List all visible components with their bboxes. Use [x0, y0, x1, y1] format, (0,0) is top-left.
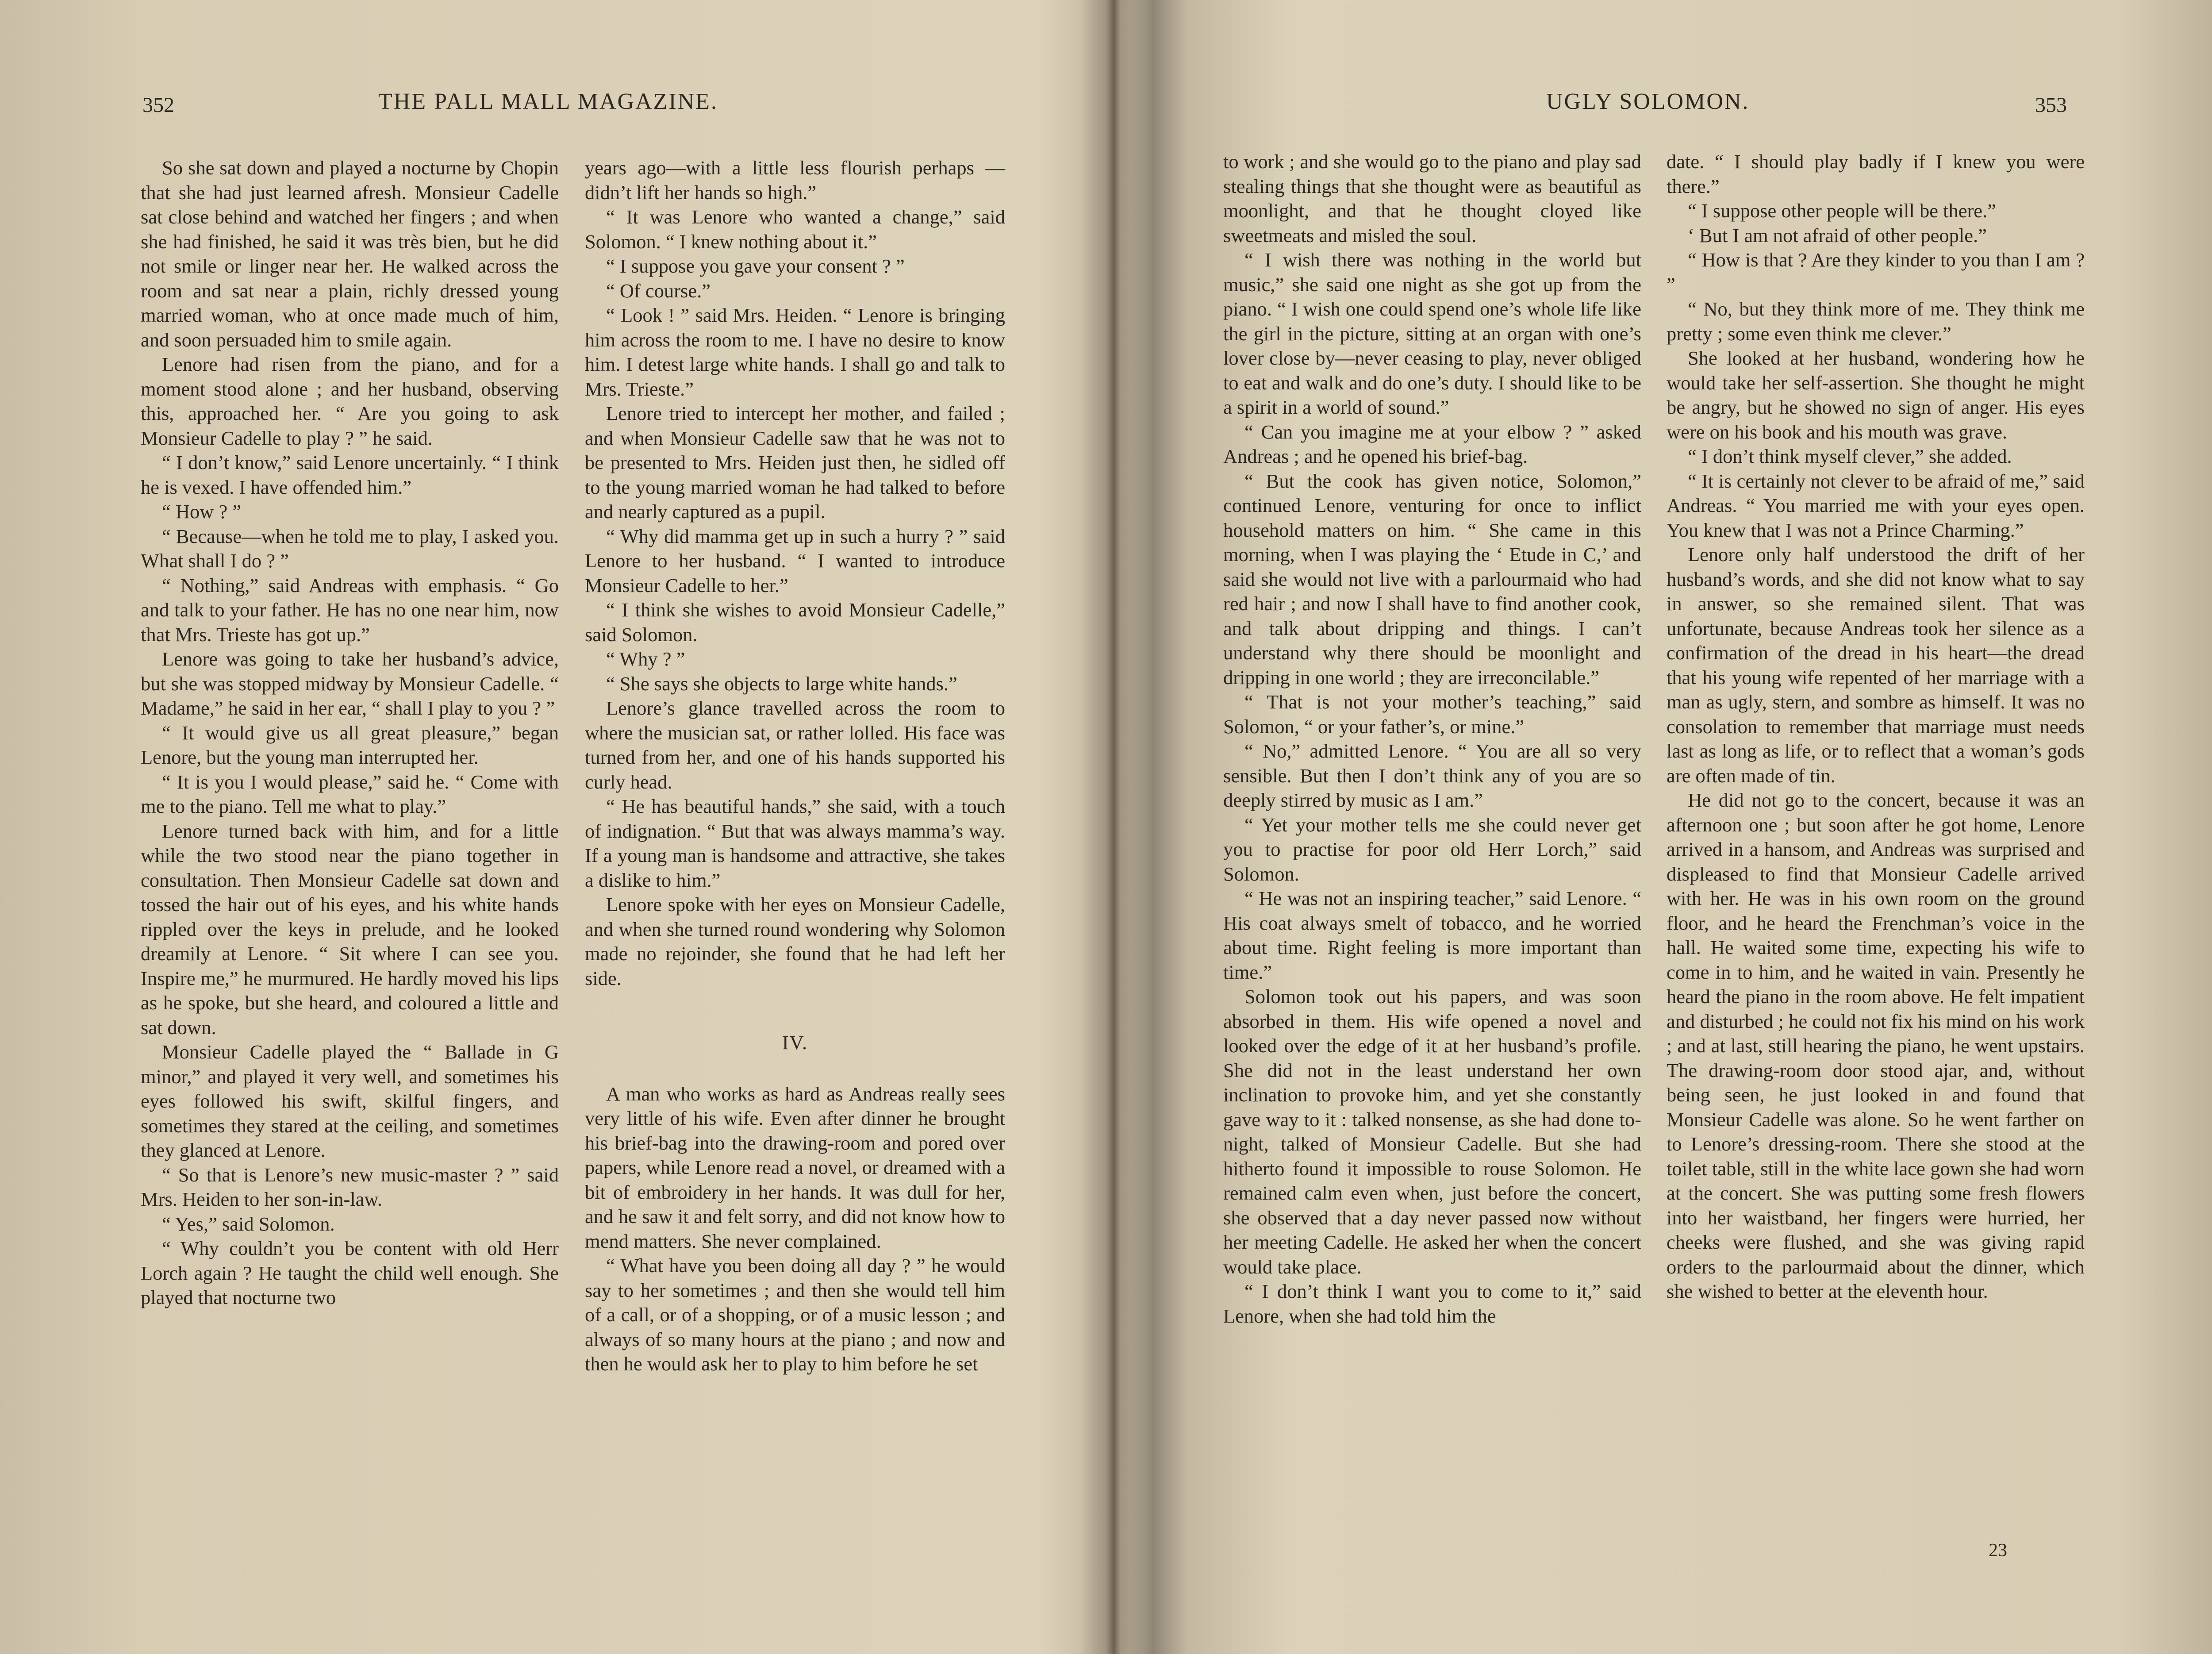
- paragraph: “ How is that ? Are they kinder to you than I am ? ”: [1667, 249, 2085, 296]
- paragraph: Lenore was going to take her husband’s advice, but she was stopped midway by Monsieur Cadelle. “ Madame,” he said in her ear, “ shall I play to you ? ”: [141, 648, 559, 719]
- paragraph: “ So that is Lenore’s new music-master ? ” said Mrs. Heiden to her son-in-law.: [141, 1163, 559, 1210]
- paragraph: date. “ I should play badly if I knew you were there.”: [1667, 150, 2085, 197]
- section-heading: IV.: [782, 1031, 808, 1054]
- paragraph: “ No,” admitted Lenore. “ You are all so very sensible. But then I don’t think any of you are so deeply stirred by music as I am.”: [1223, 740, 1641, 811]
- paragraph: “ How ? ”: [162, 500, 242, 523]
- paragraph: “ She says she objects to large white hands.”: [606, 672, 957, 695]
- paragraph: Lenore had risen from the piano, and for a moment stood alone ; and her husband, observing this, approached her. “ Are you going to ask Monsieur Cadelle to play ? ” he said.: [141, 353, 559, 449]
- paragraph: So she sat down and played a nocturne by Chopin that she had just learned afresh. Monsieur Cadelle sat close behind and watched her fingers ; and when she had finished, he said it was très bien, but he did not smile or linger near her. He walked across the room and sat near a plain, richly dressed young married woman, who at once made much of him, and soon persuaded him to smile again.: [141, 157, 559, 351]
- running-head-left: THE PALL MALL MAGAZINE.: [378, 89, 718, 114]
- paragraph: Solomon took out his papers, and was soon absorbed in them. His wife opened a novel and looked over the edge of it at her husband’s profile. She did not in the least understand her own inclination to provoke him, and yet she constantly gave way to it : talked nonsense, as she had done to-night, talked of Monsieur Cadelle. But she had hitherto found it impossible to rouse Solomon. He remained calm even when, just before the concert, she observed that a day never passed now without her meeting Cadelle. He asked her when the concert would take place.: [1223, 985, 1641, 1278]
- paragraph: “ Because—when he told me to play, I asked you. What shall I do ? ”: [141, 525, 559, 572]
- right-column-1: [1223, 150, 1641, 1328]
- paragraph: “ I think she wishes to avoid Monsieur Cadelle,” said Solomon.: [585, 599, 1005, 646]
- paragraph: “ What have you been doing all day ? ” he would say to her sometimes ; and then she would tell him of a call, or of a shopping, or of a music lesson ; and always of so many hours at the piano ; and now and then he would ask her to play to him before he set: [585, 1254, 1005, 1375]
- paragraph: “ Look ! ” said Mrs. Heiden. “ Lenore is bringing him across the room to me. I have no desire to know him. I detest large white hands. I shall go and talk to Mrs. Trieste.”: [585, 304, 1005, 400]
- paragraph: “ I don’t think I want you to come to it,” said Lenore, when she had told him the: [1223, 1280, 1641, 1327]
- paragraph: “ No, but they think more of me. They think me pretty ; some even think me clever.”: [1667, 298, 2085, 345]
- paragraph: “ It was Lenore who wanted a change,” said Solomon. “ I knew nothing about it.”: [585, 206, 1005, 253]
- paragraph: “ It would give us all great pleasure,” began Lenore, but the young man interrupted her.: [141, 721, 559, 768]
- paragraph: “ Why couldn’t you be content with old Herr Lorch again ? He taught the child well enough. She played that nocturne two: [141, 1237, 559, 1308]
- paragraph: “ I suppose you gave your consent ? ”: [606, 255, 905, 277]
- paragraph: Lenore tried to intercept her mother, and failed ; and when Monsieur Cadelle saw that he was not to be presented to Mrs. Heiden just then, he sidled off to the young married woman he had talked to before and nearly captured as a pupil.: [585, 402, 1005, 523]
- paragraph: Lenore turned back with him, and for a little while the two stood near the piano together in consultation. Then Monsieur Cadelle sat down and tossed the hair out of his eyes, and his white hands rippled over the keys in prelude, and he looked dreamily at Lenore. “ Sit where I can see you. Inspire me,” he murmured. He hardly moved his lips as he spoke, but she heard, and coloured a little and sat down.: [141, 819, 559, 1039]
- paragraph: “ I don’t know,” said Lenore uncertainly. “ I think he is vexed. I have offended him.”: [141, 451, 559, 498]
- running-head-right: UGLY SOLOMON.: [1546, 89, 1750, 114]
- paragraph: “ It is certainly not clever to be afraid of me,” said Andreas. “ You married me with your eyes open. You knew that I was not a Prince Charming.”: [1667, 469, 2085, 541]
- paragraph: “ Yes,” said Solomon.: [162, 1212, 335, 1235]
- paragraph: “ Can you imagine me at your elbow ? ” asked Andreas ; and he opened his brief-bag.: [1223, 420, 1641, 467]
- paragraph: She looked at her husband, wondering how he would take her self-assertion. She thought he might be angry, but he showed no sign of anger. His eyes were on his book and his mouth was grave.: [1667, 347, 2085, 443]
- page-number-left: 352: [142, 93, 174, 117]
- paragraph: Lenore only half understood the drift of her husband’s words, and she did not know what to say in answer, so she remained silent. That was unfortunate, because Andreas took her silence as a confirmation of the dread in his heart—the dread that his young wife repented of her marriage with a man as ugly, stern, and sombre as himself. It was no consolation to remember that marriage must needs last as long as life, or to reflect that a woman’s gods are often made of tin.: [1667, 543, 2085, 787]
- paragraph: “ Of course.”: [606, 279, 710, 302]
- paragraph: A man who works as hard as Andreas really sees very little of his wife. Even after dinner he brought his brief-bag into the drawing-room and pored over papers, while Lenore read a novel, or dreamed with a bit of embroidery in her hands. It was dull for her, and he saw it and felt sorry, and did not know how to mend matters. She never complained.: [585, 1082, 1005, 1252]
- paragraph: “ He was not an inspiring teacher,” said Lenore. “ His coat always smelt of tobacco, and he worried about time. Right feeling is more important than time.”: [1223, 887, 1641, 983]
- right-page: [1121, 0, 2212, 1654]
- paragraph: ‘ But I am not afraid of other people.”: [1688, 224, 1987, 246]
- paragraph: “ Why did mamma get up in such a hurry ? ” said Lenore to her husband. “ I wanted to introduce Monsieur Cadelle to her.”: [585, 525, 1005, 596]
- paragraph: Lenore spoke with her eyes on Monsieur Cadelle, and when she turned round wondering why Solomon made no rejoinder, she found that he had left her side.: [585, 893, 1005, 989]
- paragraph: “ I don’t think myself clever,” she added.: [1688, 445, 2012, 467]
- left-page: [0, 0, 1102, 1654]
- paragraph: “ That is not your mother’s teaching,” said Solomon, “ or your father’s, or mine.”: [1223, 691, 1641, 738]
- right-column-2: [1667, 150, 2085, 1304]
- paragraph: “ I suppose other people will be there.”: [1688, 200, 1996, 222]
- paragraph: “ It is you I would please,” said he. “ Come with me to the piano. Tell me what to play.”: [141, 770, 559, 817]
- paragraph: He did not go to the concert, because it was an afternoon one ; but soon after he got home, Lenore arrived in a hansom, and Andreas was surprised and displeased to find that Monsieur Cadelle arrived with her. He was in his own room on the ground floor, and he heard the Frenchman’s voice in the hall. He waited some time, expecting his wife to come in to him, and he waited in vain. Presently he heard the piano in the room above. He felt impatient and disturbed ; he could not fix his mind on his work ; and at last, still hearing the piano, he went upstairs. The drawing-room door stood ajar, and, without being seen, he just looked in and found that Monsieur Cadelle was alone. So he went farther on to Lenore’s dressing-room. There she stood at the toilet table, still in the white lace gown she had worn at the concert. She was putting some fresh flowers into her waistband, her fingers were hurried, her cheeks were flushed, and she was giving rapid orders to the parlourmaid about the dinner, which she wished to better at the eleventh hour.: [1667, 789, 2085, 1302]
- page-number-right: 353: [2035, 93, 2067, 117]
- left-column-2: [585, 156, 1005, 1377]
- paragraph: years ago—with a little less flourish perhaps —didn’t lift her hands so high.”: [585, 157, 1005, 204]
- paragraph: Lenore’s glance travelled across the room to where the musician sat, or rather lolled. His face was turned from her, and one of his hands supported his curly head.: [585, 697, 1005, 793]
- paragraph: “ I wish there was nothing in the world but music,” she said one night as she got up from the piano. “ I wish one could spend one’s whole life like the girl in the picture, sitting at an organ with one’s lover close by—never ceasing to play, never obliged to eat and walk and do one’s duty. I should like to be a spirit in a world of sound.”: [1223, 249, 1641, 418]
- signature-mark: 23: [1989, 1540, 2007, 1561]
- left-column-1: [141, 156, 559, 1310]
- paragraph: to work ; and she would go to the piano and play sad stealing things that she thought were as beautiful as moonlight, and that he thought cloyed like sweetmeats and misled the soul.: [1223, 150, 1641, 246]
- paragraph: “ He has beautiful hands,” she said, with a touch of indignation. “ But that was always mamma’s way. If a young man is handsome and attractive, she takes a dislike to him.”: [585, 795, 1005, 891]
- paragraph: “ Nothing,” said Andreas with emphasis. “ Go and talk to your father. He has no one near him, now that Mrs. Trieste has got up.”: [141, 574, 559, 646]
- paragraph: “ Yet your mother tells me she could never get you to practise for poor old Herr Lorch,” said Solomon.: [1223, 813, 1641, 885]
- paragraph: Monsieur Cadelle played the “ Ballade in G minor,” and played it very well, and sometimes his eyes followed his swift, skilful fingers, and sometimes they stared at the ceiling, and sometimes they glanced at Lenore.: [141, 1041, 559, 1161]
- paragraph: “ But the cook has given notice, Solomon,” continued Lenore, venturing for once to inflict household matters on him. “ She came in this morning, when I was playing the ‘ Etude in C,’ and said she would not live with a parlourmaid who had red hair ; and now I shall have to find another cook, and talk about dripping and things. I can’t understand why there should be moonlight and dripping in one world ; they are irreconcilable.”: [1223, 469, 1641, 689]
- paragraph: “ Why ? ”: [606, 648, 685, 670]
